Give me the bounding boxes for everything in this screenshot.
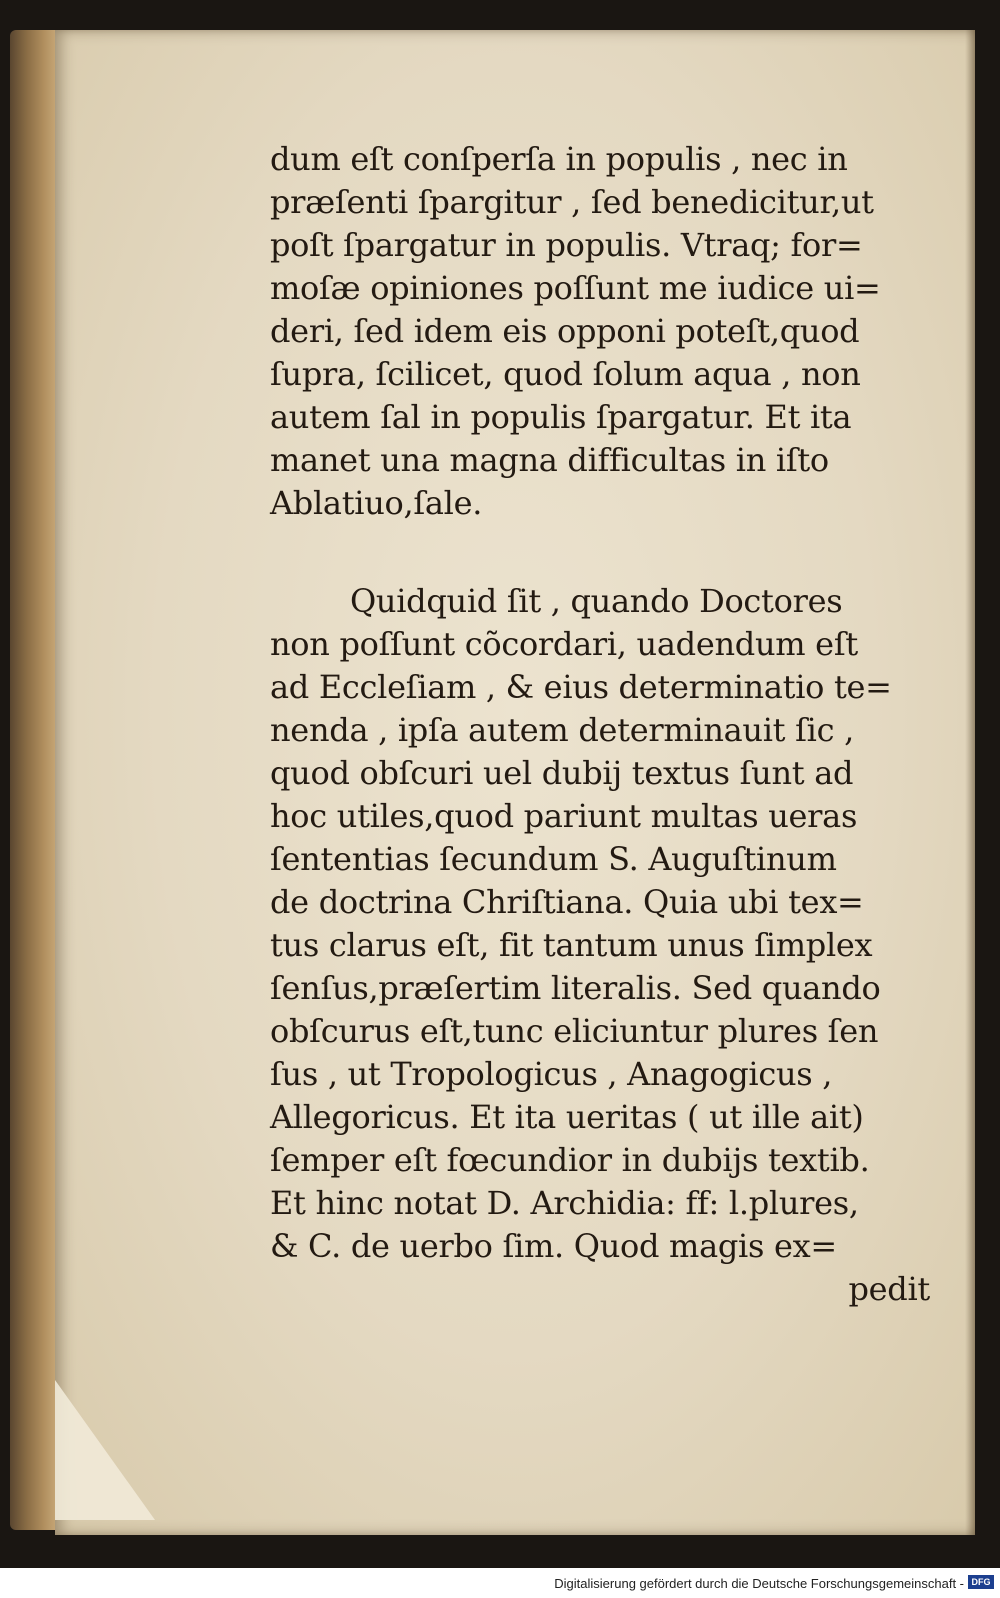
text-line: de doctrina Chriſtiana. Quia ubi tex= — [270, 883, 864, 921]
text-line: hoc utiles,quod pariunt multas ueras — [270, 797, 858, 835]
text-line: dum eſt conſperſa in populis , nec in — [270, 140, 848, 178]
text-line: tus clarus eſt, fit tantum unus ſimplex — [270, 926, 873, 964]
text-line: ſententias ſecundum S. Auguſtinum — [270, 840, 837, 878]
page-text — [270, 138, 930, 1311]
text-line: ad Eccleſiam , & eius determinatio te= — [270, 668, 892, 706]
page-corner-fold — [55, 1380, 155, 1520]
paragraph-2 — [270, 580, 930, 1268]
text-line: quod obſcuri uel dubij textus ſunt ad — [270, 754, 854, 792]
text-line: non poſſunt cõcordari, uadendum eſt — [270, 625, 858, 663]
footer-bar — [0, 1568, 1000, 1598]
text-line: manet una magna difficultas in iſto — [270, 441, 829, 479]
text-line: autem ſal in populis ſpargatur. Et ita — [270, 398, 852, 436]
text-line: & C. de uerbo ſim. Quod magis ex= — [270, 1227, 837, 1265]
text-line: ſemper eſt fœcundior in dubijs textib. — [270, 1141, 870, 1179]
text-line: Ablatiuo,ſale. — [270, 484, 483, 522]
book-spine-edge — [10, 30, 58, 1530]
paragraph-1 — [270, 138, 930, 525]
text-line: poſt ſpargatur in populis. Vtraq; for= — [270, 226, 863, 264]
page-right-edge — [965, 30, 975, 1535]
footer-credit-text: Digitalisierung gefördert durch die Deutsche Forschungsgemeinschaft - — [554, 1576, 964, 1591]
text-line: præſenti ſpargitur , ſed benedicitur,ut — [270, 183, 874, 221]
text-line: ſupra, ſcilicet, quod ſolum aqua , non — [270, 355, 861, 393]
text-line: deri, ſed idem eis opponi poteſt,quod — [270, 312, 860, 350]
text-line: Et hinc notat D. Archidia: ff: l.plures, — [270, 1184, 859, 1222]
text-line: Quidquid ſit , quando Doctores — [350, 582, 843, 620]
text-line: nenda , ipſa autem determinauit ſic , — [270, 711, 854, 749]
dfg-logo: DFG — [968, 1575, 994, 1589]
text-line: Allegoricus. Et ita ueritas ( ut ille ait) — [270, 1098, 864, 1136]
text-line: ſenſus,præſertim literalis. Sed quando — [270, 969, 881, 1007]
text-line: ſus , ut Tropologicus , Anagogicus , — [270, 1055, 833, 1093]
catchword: pedit — [848, 1270, 930, 1308]
text-line: moſæ opiniones poſſunt me iudice ui= — [270, 269, 881, 307]
text-line: obſcurus eſt,tunc eliciuntur plures ſen — [270, 1012, 879, 1050]
